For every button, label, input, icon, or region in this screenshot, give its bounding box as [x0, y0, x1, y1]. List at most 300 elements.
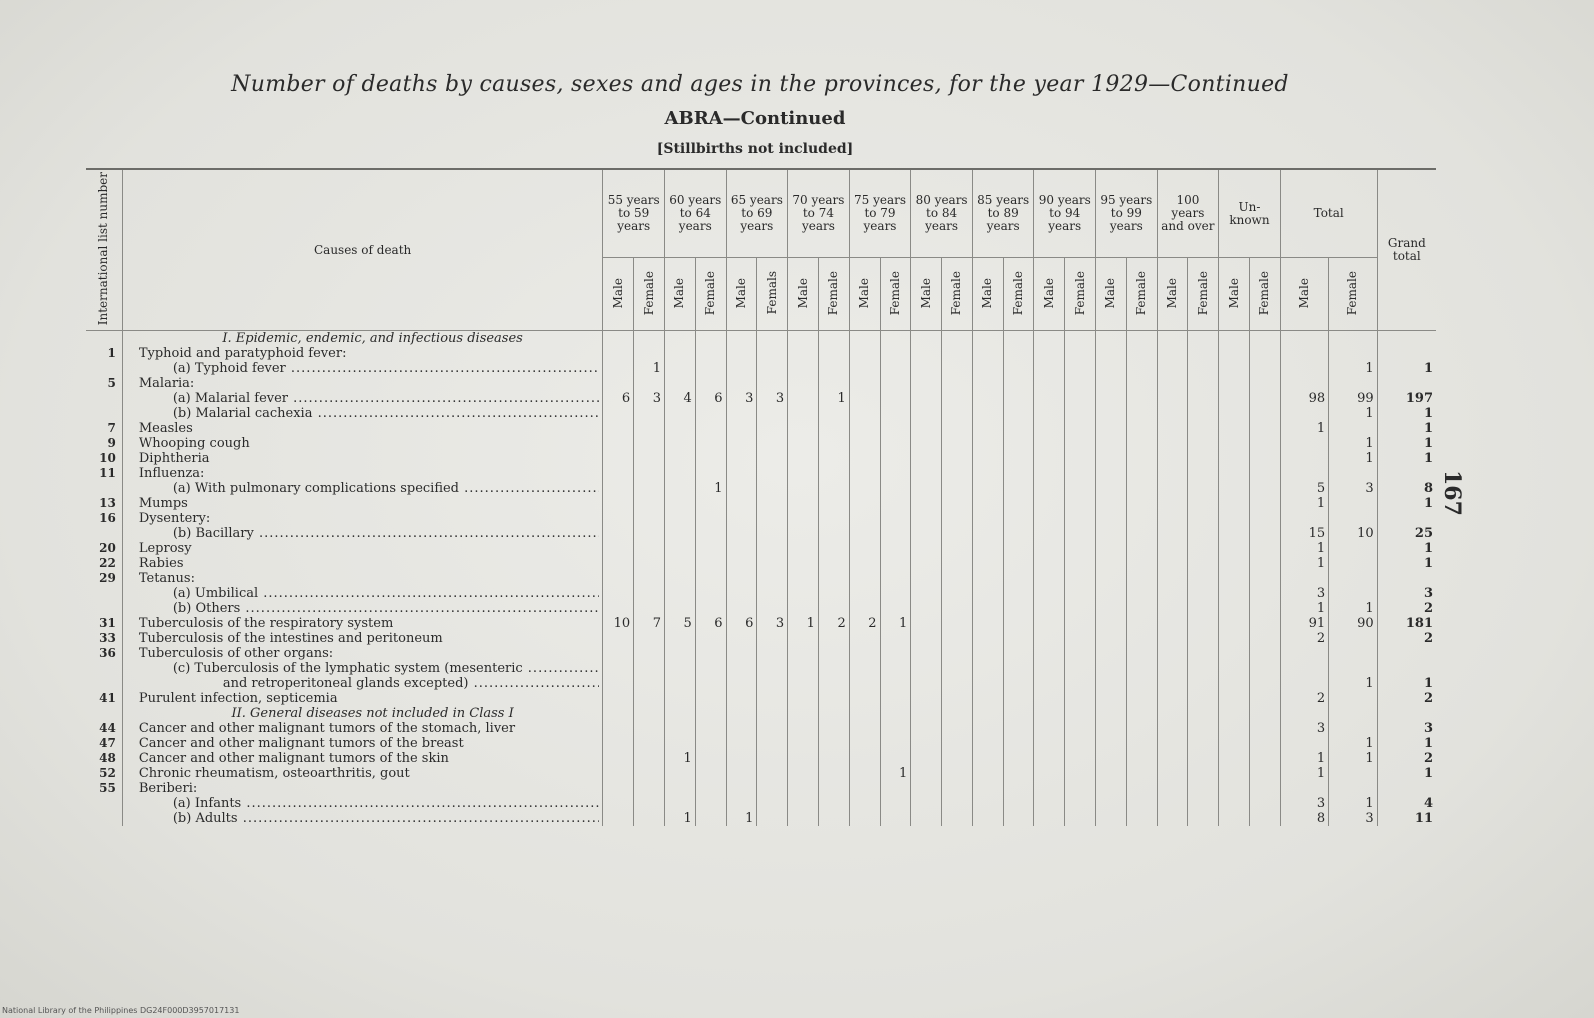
- count-cell: [1003, 781, 1034, 796]
- count-cell: [726, 511, 757, 526]
- count-cell: [1280, 736, 1328, 751]
- grand-total-cell: 1: [1377, 556, 1436, 571]
- count-cell: [1188, 676, 1219, 691]
- count-cell: [1249, 811, 1280, 826]
- count-cell: [1188, 421, 1219, 436]
- count-cell: 8: [1280, 811, 1328, 826]
- cause-cell: [122, 496, 603, 511]
- count-cell: [788, 811, 819, 826]
- cause-label: Beriberi:: [138, 781, 198, 797]
- count-cell: [603, 586, 634, 601]
- grand-total-cell: 2: [1377, 751, 1436, 766]
- count-cell: [634, 406, 665, 421]
- table-row: [86, 601, 1436, 616]
- count-cell: [1188, 586, 1219, 601]
- count-cell: [1188, 661, 1219, 676]
- count-cell: [1034, 346, 1065, 361]
- count-cell: [1249, 421, 1280, 436]
- count-cell: [972, 436, 1003, 451]
- count-cell: [880, 811, 911, 826]
- count-cell: [880, 751, 911, 766]
- count-cell: [849, 721, 880, 736]
- empty-cell: [1280, 331, 1328, 347]
- count-cell: [1034, 721, 1065, 736]
- female-header: Female: [1329, 258, 1377, 331]
- count-cell: [849, 601, 880, 616]
- count-cell: [634, 631, 665, 646]
- empty-cell: [1034, 331, 1065, 347]
- empty-cell: [1065, 706, 1096, 721]
- count-cell: [664, 676, 695, 691]
- count-cell: 4: [664, 391, 695, 406]
- count-cell: [757, 796, 788, 811]
- count-cell: [695, 541, 726, 556]
- count-cell: [1065, 481, 1096, 496]
- grand-total-cell: 3: [1377, 721, 1436, 736]
- count-cell: [1034, 406, 1065, 421]
- count-cell: [911, 511, 942, 526]
- count-cell: [1219, 781, 1250, 796]
- count-cell: [726, 736, 757, 751]
- count-cell: [880, 661, 911, 676]
- count-cell: [757, 526, 788, 541]
- count-cell: [1126, 766, 1157, 781]
- count-cell: [726, 796, 757, 811]
- count-cell: [849, 691, 880, 706]
- count-cell: [757, 346, 788, 361]
- count-cell: [972, 631, 1003, 646]
- count-cell: [1003, 646, 1034, 661]
- count-cell: [1157, 601, 1188, 616]
- count-cell: [1219, 796, 1250, 811]
- count-cell: [695, 781, 726, 796]
- count-cell: [695, 436, 726, 451]
- count-cell: [1157, 631, 1188, 646]
- count-cell: [880, 451, 911, 466]
- count-cell: [1280, 406, 1328, 421]
- count-cell: [972, 676, 1003, 691]
- count-cell: [1249, 616, 1280, 631]
- count-cell: [1065, 406, 1096, 421]
- count-cell: [1003, 376, 1034, 391]
- count-cell: [1065, 721, 1096, 736]
- count-cell: [1096, 361, 1127, 376]
- empty-cell: [603, 706, 634, 721]
- section-heading-cell: [122, 706, 603, 721]
- count-cell: [1065, 646, 1096, 661]
- count-cell: 3: [726, 391, 757, 406]
- count-cell: [1003, 406, 1034, 421]
- count-cell: [603, 781, 634, 796]
- count-cell: [1188, 616, 1219, 631]
- intl-number-cell: [86, 481, 122, 496]
- count-cell: [726, 466, 757, 481]
- count-cell: [880, 571, 911, 586]
- count-cell: [695, 556, 726, 571]
- female-header: Female: [1126, 258, 1157, 331]
- intl-number-cell: [86, 601, 122, 616]
- count-cell: [757, 451, 788, 466]
- table-row: [86, 421, 1436, 436]
- count-cell: [757, 496, 788, 511]
- count-cell: [1096, 601, 1127, 616]
- count-cell: [1280, 646, 1328, 661]
- count-cell: [849, 781, 880, 796]
- count-cell: [1096, 526, 1127, 541]
- count-cell: [726, 586, 757, 601]
- count-cell: [1249, 496, 1280, 511]
- cause-label: Diphtheria: [138, 451, 210, 467]
- count-cell: [664, 661, 695, 676]
- count-cell: [1096, 766, 1127, 781]
- count-cell: [1249, 631, 1280, 646]
- male-header: Male: [1157, 258, 1188, 331]
- count-cell: [726, 646, 757, 661]
- count-cell: [1249, 721, 1280, 736]
- causes-header: Causes of death: [122, 169, 603, 331]
- female-header: Female: [1065, 258, 1096, 331]
- count-cell: 3: [757, 391, 788, 406]
- count-cell: [1157, 646, 1188, 661]
- count-cell: [1096, 661, 1127, 676]
- count-cell: [880, 466, 911, 481]
- count-cell: 1: [726, 811, 757, 826]
- count-cell: [1126, 406, 1157, 421]
- count-cell: [1329, 556, 1377, 571]
- count-cell: [1003, 586, 1034, 601]
- count-cell: [1249, 481, 1280, 496]
- table-row: [86, 646, 1436, 661]
- count-cell: [911, 736, 942, 751]
- count-cell: [1126, 586, 1157, 601]
- count-cell: [1003, 421, 1034, 436]
- count-cell: [942, 601, 973, 616]
- cause-cell: [122, 541, 603, 556]
- male-header: Male: [972, 258, 1003, 331]
- count-cell: [634, 691, 665, 706]
- count-cell: [1188, 781, 1219, 796]
- count-cell: [911, 541, 942, 556]
- count-cell: 2: [849, 616, 880, 631]
- count-cell: [1157, 811, 1188, 826]
- count-cell: [695, 721, 726, 736]
- count-cell: [1249, 646, 1280, 661]
- cause-cell: [122, 631, 603, 646]
- count-cell: [972, 406, 1003, 421]
- count-cell: [942, 751, 973, 766]
- count-cell: [603, 376, 634, 391]
- count-cell: [603, 541, 634, 556]
- count-cell: [942, 811, 973, 826]
- count-cell: [603, 736, 634, 751]
- count-cell: [634, 466, 665, 481]
- count-cell: 1: [1329, 451, 1377, 466]
- count-cell: [1280, 451, 1328, 466]
- intl-number-cell: 52: [99, 766, 116, 781]
- empty-cell: [911, 331, 942, 347]
- count-cell: [1096, 346, 1127, 361]
- count-cell: [1249, 541, 1280, 556]
- table-row: [86, 586, 1436, 601]
- count-cell: [1157, 556, 1188, 571]
- cause-label: (a) Malarial fever .....: [173, 391, 600, 406]
- count-cell: [757, 646, 788, 661]
- empty-cell: [1188, 706, 1219, 721]
- count-cell: [1219, 526, 1250, 541]
- count-cell: [880, 526, 911, 541]
- count-cell: [849, 346, 880, 361]
- count-cell: [1003, 346, 1034, 361]
- count-cell: [1188, 571, 1219, 586]
- count-cell: [880, 796, 911, 811]
- count-cell: [788, 346, 819, 361]
- count-cell: [726, 721, 757, 736]
- count-cell: [1034, 751, 1065, 766]
- count-cell: [1329, 541, 1377, 556]
- count-cell: [664, 361, 695, 376]
- count-cell: [757, 541, 788, 556]
- page-title: Number of deaths by causes, sexes and ages in the provinces, for the year 1929—Continued: [231, 72, 1289, 97]
- library-stamp: National Library of the Philippines DG24F000D3957017131: [2, 1006, 240, 1015]
- count-cell: [1157, 376, 1188, 391]
- count-cell: [1280, 781, 1328, 796]
- count-cell: [942, 376, 973, 391]
- count-cell: [1249, 586, 1280, 601]
- count-cell: [972, 661, 1003, 676]
- count-cell: [972, 751, 1003, 766]
- count-cell: [1157, 616, 1188, 631]
- empty-cell: [942, 706, 973, 721]
- cause-label: Mumps: [138, 496, 188, 512]
- count-cell: [695, 736, 726, 751]
- cause-cell: [122, 646, 603, 661]
- count-cell: [1249, 466, 1280, 481]
- count-cell: [972, 541, 1003, 556]
- count-cell: [1096, 496, 1127, 511]
- count-cell: [1096, 796, 1127, 811]
- count-cell: [1096, 781, 1127, 796]
- count-cell: [1034, 511, 1065, 526]
- count-cell: [664, 406, 695, 421]
- count-cell: [695, 346, 726, 361]
- count-cell: [1003, 526, 1034, 541]
- count-cell: [818, 586, 849, 601]
- count-cell: [788, 631, 819, 646]
- count-cell: [818, 601, 849, 616]
- empty-cell: [1219, 706, 1250, 721]
- grand-total-cell: [1377, 661, 1436, 676]
- count-cell: [911, 496, 942, 511]
- count-cell: [849, 361, 880, 376]
- count-cell: [1157, 766, 1188, 781]
- count-cell: [1126, 571, 1157, 586]
- count-cell: [1126, 676, 1157, 691]
- count-cell: [1003, 631, 1034, 646]
- cause-label: Rabies: [138, 556, 184, 572]
- cause-label: Influenza:: [138, 466, 205, 482]
- count-cell: [1188, 736, 1219, 751]
- count-cell: [818, 736, 849, 751]
- empty-cell: [880, 331, 911, 347]
- count-cell: [726, 556, 757, 571]
- count-cell: [1249, 361, 1280, 376]
- intl-number-cell: [86, 586, 122, 601]
- count-cell: [818, 676, 849, 691]
- count-cell: [1003, 436, 1034, 451]
- count-cell: [1188, 796, 1219, 811]
- count-cell: 1: [1280, 541, 1328, 556]
- count-cell: [1219, 571, 1250, 586]
- intl-number-cell: 41: [99, 691, 116, 706]
- count-cell: 90: [1329, 616, 1377, 631]
- count-cell: [818, 766, 849, 781]
- count-cell: [1126, 361, 1157, 376]
- count-cell: [1126, 751, 1157, 766]
- count-cell: [880, 721, 911, 736]
- intl-number-cell: 44: [99, 721, 116, 736]
- count-cell: [1065, 781, 1096, 796]
- count-cell: [972, 601, 1003, 616]
- count-cell: [1096, 376, 1127, 391]
- count-cell: [1126, 526, 1157, 541]
- cause-cell: [122, 391, 603, 406]
- count-cell: 2: [1280, 631, 1328, 646]
- intl-number-cell: 20: [99, 541, 116, 556]
- count-cell: [695, 526, 726, 541]
- count-cell: [1157, 676, 1188, 691]
- count-cell: [1157, 736, 1188, 751]
- count-cell: [1157, 466, 1188, 481]
- count-cell: [880, 421, 911, 436]
- grand-total-cell: 1: [1377, 451, 1436, 466]
- female-header: Female: [1249, 258, 1280, 331]
- intl-number-cell: [86, 391, 122, 406]
- count-cell: [911, 676, 942, 691]
- grand-total-cell: 1: [1377, 421, 1436, 436]
- count-cell: [1126, 511, 1157, 526]
- count-cell: [942, 406, 973, 421]
- count-cell: [1126, 661, 1157, 676]
- count-cell: [757, 556, 788, 571]
- count-cell: [757, 601, 788, 616]
- count-cell: [1034, 526, 1065, 541]
- count-cell: [695, 376, 726, 391]
- count-cell: [1126, 646, 1157, 661]
- count-cell: [972, 721, 1003, 736]
- count-cell: 3: [1329, 811, 1377, 826]
- count-cell: [726, 436, 757, 451]
- count-cell: [818, 376, 849, 391]
- count-cell: [911, 376, 942, 391]
- count-cell: [1034, 361, 1065, 376]
- count-cell: [1003, 676, 1034, 691]
- table-row: [86, 361, 1436, 376]
- cause-label: and retroperitoneal glands excepted) .....: [223, 676, 600, 691]
- count-cell: [1126, 631, 1157, 646]
- empty-cell: [972, 706, 1003, 721]
- table-row: [86, 451, 1436, 466]
- count-cell: [818, 421, 849, 436]
- count-cell: [695, 511, 726, 526]
- empty-cell: [1377, 331, 1436, 347]
- table-row: [86, 346, 1436, 361]
- count-cell: [911, 586, 942, 601]
- count-cell: [664, 631, 695, 646]
- cause-cell: [122, 721, 603, 736]
- table-row: [86, 496, 1436, 511]
- count-cell: [664, 496, 695, 511]
- count-cell: [726, 421, 757, 436]
- grand-total-cell: 1: [1377, 541, 1436, 556]
- count-cell: [603, 526, 634, 541]
- count-cell: 91: [1280, 616, 1328, 631]
- count-cell: [664, 421, 695, 436]
- section-heading: I. Epidemic, endemic, and infectious diseases: [222, 331, 523, 347]
- count-cell: 1: [880, 616, 911, 631]
- count-cell: [1157, 751, 1188, 766]
- count-cell: [1157, 346, 1188, 361]
- count-cell: 1: [818, 391, 849, 406]
- count-cell: [664, 541, 695, 556]
- count-cell: [1126, 346, 1157, 361]
- count-cell: [603, 481, 634, 496]
- count-cell: [788, 451, 819, 466]
- count-cell: [1034, 541, 1065, 556]
- empty-cell: [1249, 331, 1280, 347]
- count-cell: [695, 676, 726, 691]
- grand-total-cell: 2: [1377, 631, 1436, 646]
- cause-label: (a) Infants .....: [173, 796, 600, 811]
- count-cell: [726, 601, 757, 616]
- count-cell: [942, 676, 973, 691]
- count-cell: [603, 766, 634, 781]
- count-cell: 6: [726, 616, 757, 631]
- table-row: [86, 541, 1436, 556]
- cause-label: Tetanus:: [138, 571, 195, 587]
- count-cell: [911, 766, 942, 781]
- count-cell: 1: [1329, 601, 1377, 616]
- male-header: Male: [726, 258, 757, 331]
- count-cell: [1126, 436, 1157, 451]
- count-cell: [664, 796, 695, 811]
- empty-cell: [1096, 331, 1127, 347]
- cause-cell: [122, 451, 603, 466]
- intl-number-cell: 31: [99, 616, 116, 631]
- count-cell: [818, 466, 849, 481]
- count-cell: [880, 586, 911, 601]
- count-cell: [1188, 496, 1219, 511]
- count-cell: [726, 376, 757, 391]
- empty-cell: [1219, 331, 1250, 347]
- count-cell: [1003, 556, 1034, 571]
- count-cell: [849, 736, 880, 751]
- count-cell: [788, 496, 819, 511]
- count-cell: [1065, 796, 1096, 811]
- cause-label: Purulent infection, septicemia: [138, 691, 338, 707]
- table-row: [86, 796, 1436, 811]
- cause-cell: [122, 586, 603, 601]
- count-cell: [603, 676, 634, 691]
- grand-total-cell: 1: [1377, 736, 1436, 751]
- count-cell: [1065, 421, 1096, 436]
- count-cell: [1249, 406, 1280, 421]
- count-cell: [818, 481, 849, 496]
- count-cell: [1003, 361, 1034, 376]
- cause-cell: [122, 811, 603, 826]
- count-cell: [1096, 616, 1127, 631]
- count-cell: [1219, 751, 1250, 766]
- male-header: Male: [1096, 258, 1127, 331]
